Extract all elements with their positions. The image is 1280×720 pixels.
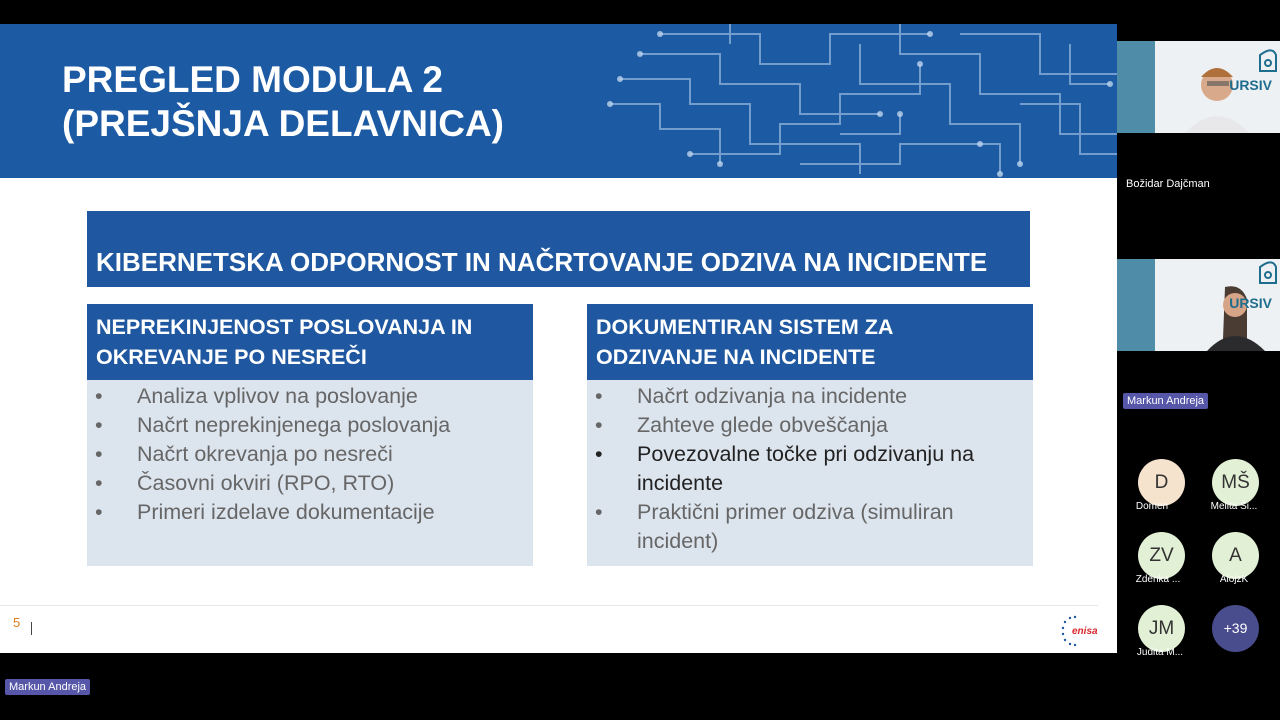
ursiv-logo: URSIV [1229,295,1272,311]
topic-banner: KIBERNETSKA ODPORNOST IN NAČRTOVANJE ODZIVA NA INCIDENTE [87,211,1030,287]
presentation-slide [0,24,1117,653]
footer-separator [31,622,32,635]
participant-name: Božidar Dajčman [1126,178,1210,190]
participant-video [1155,41,1280,133]
left-heading-line1: NEPREKINJENOST POSLOVANJA IN [96,315,473,339]
participant-avatar-name: Melita Ši... [1210,501,1258,512]
left-column-list [87,380,533,566]
participant-avatar[interactable]: JM [1138,605,1185,652]
slide-header [0,24,1117,178]
list-item: • Zahteve glede obveščanja [595,413,889,437]
participant-avatar[interactable]: ZV [1138,532,1185,579]
participant-video-tile-2[interactable] [1117,259,1280,351]
participant-video [1155,259,1280,351]
circuit-pattern-graphic [600,24,1117,178]
more-participants-button[interactable]: +39 [1212,605,1259,652]
list-item: • Praktični primer odziva (simuliran incident) [595,500,954,553]
footer-divider [0,605,1098,606]
active-speaker-badge: Markun Andreja [5,679,90,695]
participant-video-tile-1[interactable] [1117,41,1280,133]
participant-avatar-name: Zdenka ... [1135,574,1181,585]
page-number: 5 [13,615,21,630]
left-column [87,304,533,566]
list-item: • Načrt neprekinjenega poslovanja [95,413,451,437]
right-column-list [587,380,1033,566]
list-item: • Povezovalne točke pri odzivanju na incidente [595,442,975,495]
slide-title [62,58,504,146]
right-heading-line1: DOKUMENTIRAN SISTEM ZA [596,315,894,339]
list-item: • Primeri izdelave dokumentacije [95,500,435,524]
participant-avatar-name: Judita M... [1136,647,1184,658]
participant-avatar[interactable]: D [1138,459,1185,506]
participant-avatar[interactable]: MŠ [1212,459,1259,506]
participant-name: Markun Andreja [1123,393,1208,409]
list-item: • Načrt okrevanja po nesreči [95,442,393,466]
svg-text:enisa: enisa [1072,626,1098,637]
ursiv-logo: URSIV [1229,77,1272,93]
left-heading-line2: OKREVANJE PO NESREČI [96,345,367,369]
participant-avatar[interactable]: A [1212,532,1259,579]
participant-avatar-name: AlojzK [1219,574,1249,585]
list-item: • Časovni okviri (RPO, RTO) [95,471,395,495]
left-column-heading [87,304,533,380]
list-item: • Analiza vplivov na poslovanje [95,384,418,408]
participant-avatar-name: Domen [1135,501,1169,512]
enisa-logo [1058,614,1100,648]
right-heading-line2: ODZIVANJE NA INCIDENTE [596,345,876,369]
right-column [587,304,1033,566]
slide-title-line2: (PREJŠNJA DELAVNICA) [62,103,504,144]
slide-title-line1: PREGLED MODULA 2 [62,59,443,100]
list-item: • Načrt odzivanja na incidente [595,384,908,408]
right-column-heading [587,304,1033,380]
